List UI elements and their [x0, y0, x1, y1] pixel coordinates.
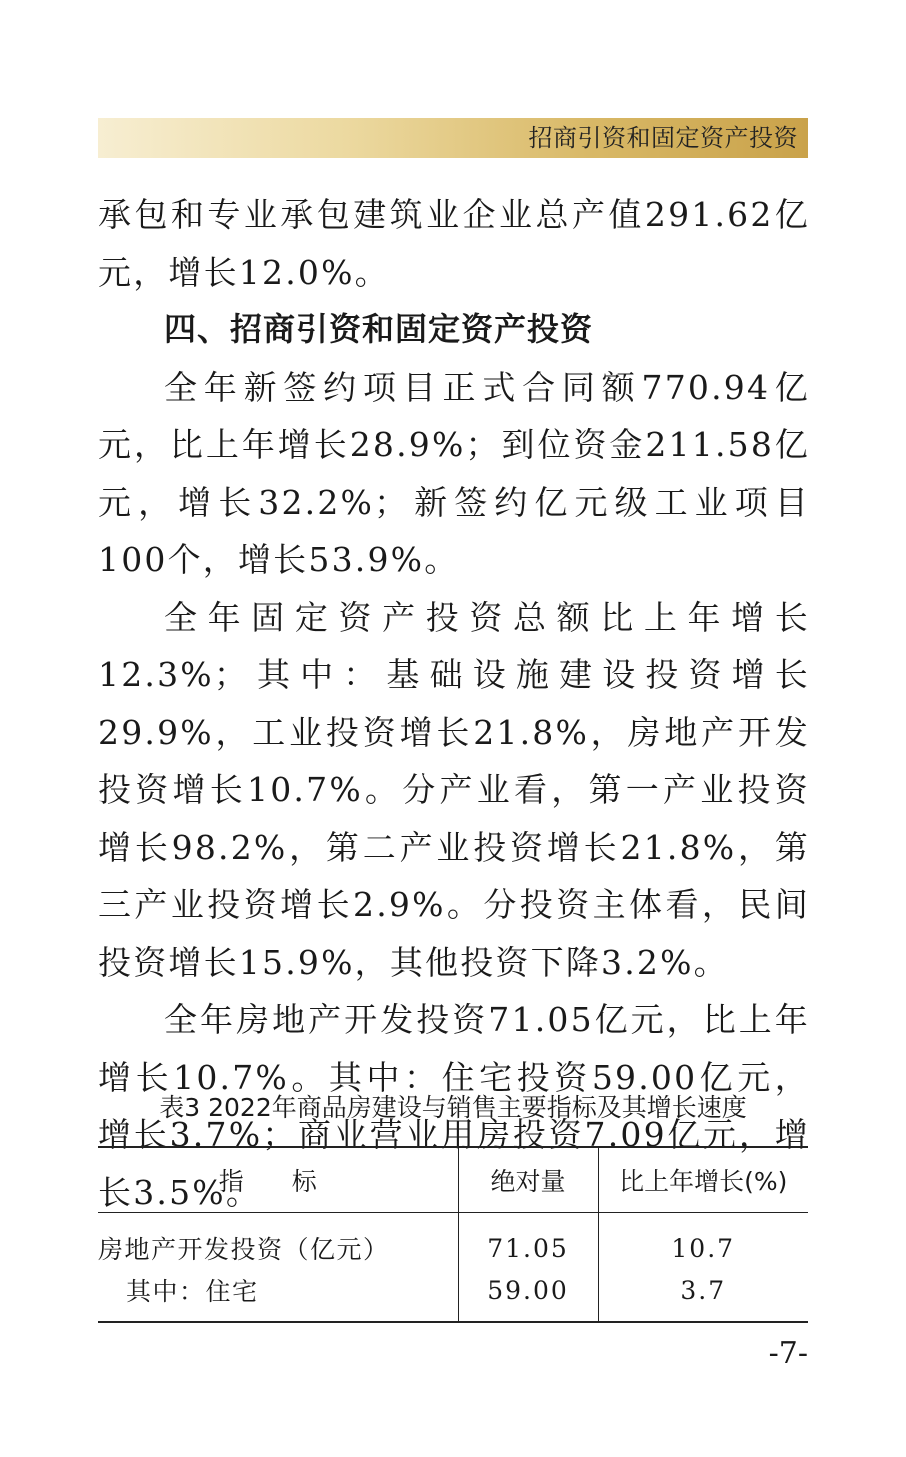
- row-growth: 3.7: [598, 1269, 808, 1322]
- header-growth: 比上年增长(%): [598, 1147, 808, 1213]
- row-indicator: 房地产开发投资（亿元）: [98, 1235, 390, 1264]
- table-row: [98, 1269, 808, 1322]
- data-table: [98, 1146, 808, 1323]
- table-caption: 表3 2022年商品房建设与销售主要指标及其增长速度: [159, 1093, 747, 1122]
- table-header-row: [98, 1147, 808, 1213]
- row-absolute: 71.05: [458, 1213, 598, 1270]
- section-header-bar: [98, 118, 808, 158]
- table-row: [98, 1213, 808, 1270]
- page-number: -7-: [768, 1336, 808, 1371]
- body-text: [98, 186, 810, 1221]
- header-indicator: 指 标: [98, 1147, 458, 1213]
- row-absolute: 59.00: [458, 1269, 598, 1322]
- paragraph-continued: 承包和专业承包建筑业企业总产值291.62亿元，增长12.0%。: [98, 195, 810, 292]
- section-header-title: 招商引资和固定资产投资: [528, 124, 798, 152]
- paragraph-investment-attraction: 全年新签约项目正式合同额770.94亿元，比上年增长28.9%；到位资金211.58亿元，增长32.2%；新签约亿元级工业项目100个，增长53.9%。: [98, 367, 810, 579]
- section-heading: 四、招商引资和固定资产投资: [164, 310, 594, 348]
- header-absolute: 绝对量: [458, 1147, 598, 1213]
- row-growth: 10.7: [598, 1213, 808, 1270]
- paragraph-fixed-asset-investment: 全年固定资产投资总额比上年增长12.3%；其中：基础设施建设投资增长29.9%，工业投资增长21.8%，房地产开发投资增长10.7%。分产业看，第一产业投资增长98.2%，第二产业投资增长21.8%，第三产业投资增长2.9%。分投资主体看，民间投资增长15.9%，其他投资下降3.2%。: [98, 597, 810, 982]
- row-indicator: 其中：住宅: [98, 1269, 458, 1322]
- paragraph-real-estate-investment: 全年房地产开发投资71.05亿元，比上年增长10.7%。其中：住宅投资59.00亿元，增长3.7%；商业营业用房投资7.09亿元，增长3.5%。: [98, 1000, 810, 1212]
